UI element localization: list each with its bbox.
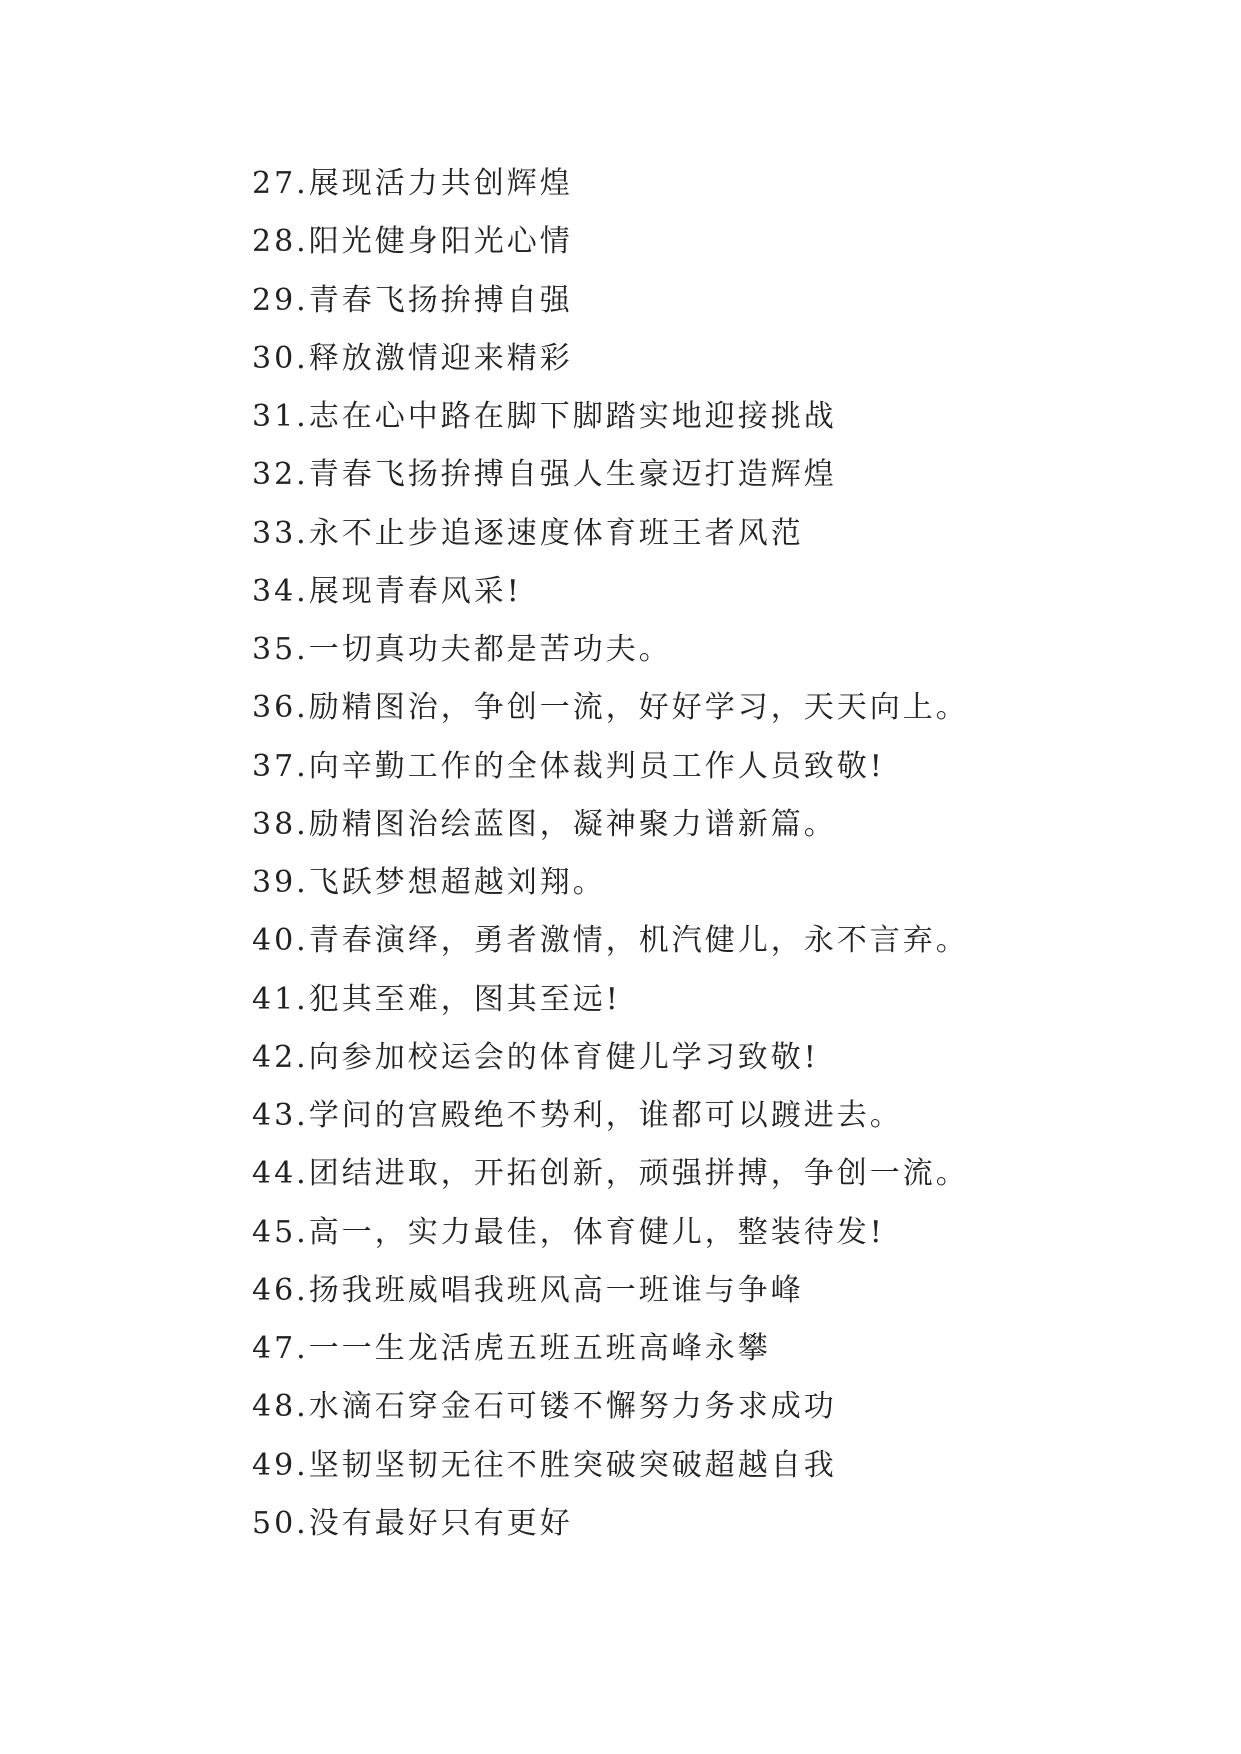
list-item: 48.水滴石穿金石可镂不懈努力务求成功 (252, 1389, 837, 1425)
list-item: 47.一一生龙活虎五班五班高峰永攀 (252, 1331, 771, 1366)
list-item: 45.高一，实力最佳，体育健儿，整装待发! (252, 1214, 885, 1250)
list-item: 36.励精图治，争创一流，好好学习，天天向上。 (252, 690, 969, 726)
list-item: 46.扬我班威唱我班风高一班谁与争峰 (252, 1272, 804, 1308)
list-item: 43.学问的宫殿绝不势利，谁都可以踱进去。 (252, 1098, 903, 1133)
list-item: 40.青春演绎，勇者激情，机汽健儿，永不言弃。 (252, 923, 969, 959)
list-item: 50.没有最好只有更好 (252, 1505, 573, 1541)
list-item: 41.犯其至难，图其至远! (252, 981, 621, 1017)
list-item: 34.展现青春风采! (252, 573, 522, 609)
list-item: 30.释放激情迎来精彩 (252, 340, 573, 376)
list-item: 31.志在心中路在脚下脚踏实地迎接挑战 (252, 399, 837, 434)
list-item: 29.青春飞扬拚搏自强 (252, 282, 573, 318)
list-item: 39.飞跃梦想超越刘翔。 (252, 865, 606, 900)
list-item: 44.团结进取，开拓创新，顽强拼搏，争创一流。 (252, 1156, 969, 1192)
list-item: 33.永不止步追逐速度体育班王者风范 (252, 515, 804, 551)
list-item: 49.坚韧坚韧无往不胜突破突破超越自我 (252, 1447, 837, 1483)
list-item: 38.励精图治绘蓝图，凝神聚力谱新篇。 (252, 806, 837, 842)
list-item: 32.青春飞扬拚搏自强人生豪迈打造辉煌 (252, 457, 837, 493)
list-item: 28.阳光健身阳光心情 (252, 224, 573, 260)
list-item: 35.一切真功夫都是苦功夫。 (252, 632, 672, 667)
list-item: 27.展现活力共创辉煌 (252, 166, 573, 201)
list-item: 42.向参加校运会的体育健儿学习致敬! (252, 1039, 819, 1075)
list-item: 37.向辛勤工作的全体裁判员工作人员致敬! (252, 748, 885, 784)
slogan-list (252, 155, 969, 1553)
